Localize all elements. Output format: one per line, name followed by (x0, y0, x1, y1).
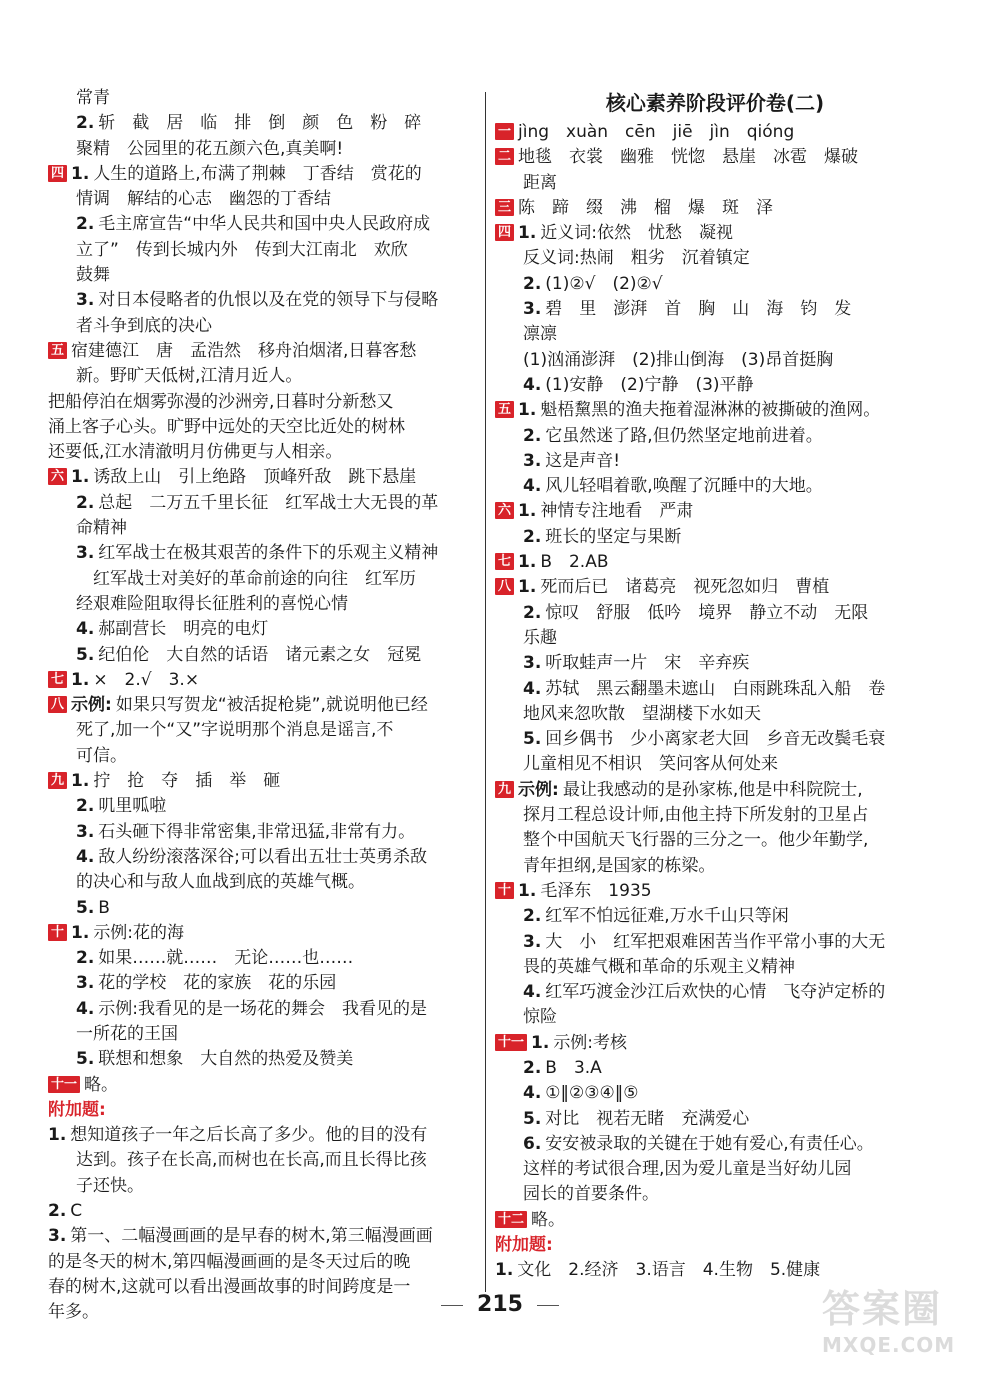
item-number: 3. (76, 290, 95, 311)
answer-text: 涌上客子心头。旷野中远处的天空比近处的树林 (48, 416, 405, 437)
answer-text: 园长的首要条件。 (523, 1184, 659, 1205)
answer-line (495, 626, 935, 651)
answer-line (495, 246, 935, 271)
answer-text: 人生的道路上,布满了荆棘 丁香结 赏花的 (93, 163, 422, 184)
item-number: 2. (523, 1057, 542, 1078)
section-badge: 三 (495, 199, 514, 216)
item-number: 2. (523, 425, 542, 446)
item-number: 2. (523, 602, 542, 623)
answer-line (48, 668, 478, 693)
item-number: 3. (76, 973, 95, 994)
answer-line (495, 1132, 935, 1157)
answer-text: 文化 2.经济 3.语言 4.生物 5.健康 (517, 1260, 821, 1281)
answer-line (495, 828, 935, 853)
answer-text: 立了” 传到长城内外 传到大江南北 欢欣 (76, 239, 408, 260)
item-number: 1. (518, 501, 537, 522)
answer-text: 毛主席宣告“中华人民共和国中央人民政府成 (98, 214, 431, 235)
watermark-logo (822, 1278, 992, 1368)
item-number: 2. (76, 492, 95, 513)
answer-line (48, 415, 478, 440)
answer-line (495, 1157, 935, 1182)
item-number: 1. (531, 1032, 550, 1053)
item-number: 1. (518, 223, 537, 244)
answer-line (48, 390, 478, 415)
section-badge: 十一 (495, 1034, 527, 1051)
answer-text: 略。 (84, 1074, 119, 1095)
answer-line (495, 575, 935, 600)
answer-text: 回乡偶书 少小离家老大回 乡音无改鬓毛衰 (545, 729, 886, 750)
item-number: 4. (523, 374, 542, 395)
answer-text: 第一、二幅漫画画的是早春的树木,第三幅漫画画 (70, 1226, 433, 1247)
answer-text: 它虽然迷了路,但仍然坚定地前进着。 (545, 425, 823, 446)
answer-text: 距离 (523, 172, 557, 193)
answer-line (495, 955, 935, 980)
answer-text: 红军战士在极其艰苦的条件下的乐观主义精神 (98, 543, 439, 564)
answer-text: 红军战士对美好的革命前途的向往 红军历 (76, 568, 416, 589)
answer-line (48, 263, 478, 288)
item-number: 示例: (71, 695, 112, 716)
answer-text: 春的树木,这就可以看出漫画故事的时间跨度是一 (48, 1276, 411, 1297)
answer-line (48, 617, 478, 642)
watermark-sub: MXQE.COM (822, 1333, 956, 1357)
item-number: 5. (76, 1049, 95, 1070)
answer-text: 整个中国航天飞行器的三分之一。他少年勤学, (523, 830, 869, 851)
answer-line (48, 314, 478, 339)
answer-line (495, 424, 935, 449)
answer-text: 凛凛 (523, 324, 557, 345)
answer-line (495, 322, 935, 347)
answer-text: 常青 (76, 88, 110, 108)
answer-line (495, 272, 935, 297)
answer-line (495, 145, 935, 170)
section-badge: 四 (495, 224, 514, 241)
answer-line (495, 1208, 935, 1233)
answer-line (495, 702, 935, 727)
answer-line (495, 879, 935, 904)
item-number: 5. (76, 897, 95, 918)
answer-line (48, 946, 478, 971)
answer-text: 还要低,江水清澈明月仿佛更与人相亲。 (48, 442, 343, 463)
answer-text: ①‖②③④‖⑤ (545, 1083, 639, 1104)
answer-text: 乐趣 (523, 627, 557, 648)
section-badge: 十一 (48, 1076, 80, 1093)
answer-text: 最让我感动的是孙家栋,他是中科院院士, (562, 779, 863, 800)
answer-text: 把船停泊在烟雾弥漫的沙洲旁,日暮时分新愁又 (48, 391, 394, 412)
answer-text: 想知道孩子一年之后长高了多少。他的目的没有 (70, 1125, 428, 1146)
section-badge: 十二 (495, 1211, 527, 1228)
item-number: 1. (495, 1260, 514, 1281)
item-number: 2. (76, 214, 95, 235)
answer-text: 年多。 (48, 1302, 99, 1323)
answer-text: 略。 (531, 1209, 566, 1230)
answer-line (495, 1182, 935, 1207)
answer-text: 儿童相见不相识 笑问客从何处来 (523, 754, 778, 775)
answer-line (48, 744, 478, 769)
answer-line (48, 339, 478, 364)
item-number: 4. (523, 1083, 542, 1104)
answer-text: 诱敌上山 引上绝路 顶峰歼敌 跳下悬崖 (93, 467, 417, 488)
answer-text: 附加题: (495, 1235, 553, 1256)
answer-text: 地风来忽吹散 望湖楼下水如天 (523, 703, 761, 724)
answer-text: 宿建德江 唐 孟浩然 移舟泊烟渚,日暮客愁 (71, 340, 417, 361)
answer-text: 示例:考核 (553, 1032, 628, 1053)
answer-text: 大 小 红军把艰难困苦当作平常小事的大无 (545, 931, 886, 952)
section-badge: 四 (48, 165, 67, 182)
answer-text: 这样的考试很合理,因为爱儿童是当好幼儿园 (523, 1159, 852, 1180)
answer-text: 示例:花的海 (93, 922, 185, 943)
answer-text: 红军巧渡金沙江后欢快的心情 飞夺泸定桥的 (545, 982, 886, 1003)
item-number: 3. (523, 450, 542, 471)
answer-text: 聚精 公园里的花五颜六色,真美啊! (76, 138, 344, 159)
answer-text: 神情专注地看 严肃 (540, 501, 694, 522)
answer-text: 示例:我看见的是一场花的舞会 我看见的是 (98, 998, 428, 1019)
item-number: 2. (523, 526, 542, 547)
answer-line (48, 1224, 478, 1249)
watermark-main: 答案圈 (822, 1287, 943, 1331)
answer-line (48, 1022, 478, 1047)
item-number: 2. (523, 906, 542, 927)
answer-text: 死了,加一个“又”字说明那个消息是谣言,不 (76, 720, 394, 741)
answer-text: 斩 截 居 临 排 倒 颜 色 粉 碎 (98, 113, 422, 134)
answer-text: 如果只写贺龙“被活捉枪毙”,就说明他已经 (115, 695, 428, 716)
answer-line (48, 288, 478, 313)
answer-line (495, 1005, 935, 1030)
item-number: 4. (76, 846, 95, 867)
answer-line (495, 778, 935, 803)
section-badge: 九 (48, 772, 67, 789)
answer-text: 敌人纷纷滚落深谷;可以看出五壮士英勇杀敌 (98, 846, 428, 867)
answer-text: 对比 视若无睹 充满爱心 (545, 1108, 750, 1129)
answer-text: 安安被录取的关键在于她有爱心,有责任心。 (545, 1133, 874, 1154)
answer-text: jìng xuàn cēn jiē jìn qióng (518, 122, 795, 142)
answer-text: 听取蛙声一片 宋 辛弃疾 (545, 653, 750, 674)
answer-line (48, 870, 478, 895)
answer-line (48, 971, 478, 996)
answer-line (48, 643, 478, 668)
answer-text: 的是冬天的树木,第四幅漫画画的是冬天过后的晚 (48, 1251, 411, 1272)
section-badge: 九 (495, 781, 514, 798)
item-number: 3. (523, 653, 542, 674)
answer-text: 毛泽东 1935 (540, 880, 652, 901)
answer-text: B 3.A (545, 1057, 602, 1078)
item-number: 4. (76, 619, 95, 640)
answer-text: 鼓舞 (76, 265, 110, 286)
answer-text: 如果……就…… 无论……也…… (98, 948, 354, 969)
right-column (495, 86, 935, 1284)
answer-line (48, 541, 478, 566)
item-number: 6. (523, 1133, 542, 1154)
answer-line (48, 1174, 478, 1199)
item-number: 1. (71, 669, 90, 690)
item-number: 3. (523, 931, 542, 952)
answer-line (495, 601, 935, 626)
answer-text: 者斗争到底的决心 (76, 315, 212, 336)
answer-text: 这是声音! (545, 450, 621, 471)
answer-line (48, 137, 478, 162)
answer-text: 惊险 (523, 1007, 557, 1028)
section-badge: 六 (48, 468, 67, 485)
item-number: 2. (76, 113, 95, 134)
answer-line (495, 449, 935, 474)
item-number: 5. (523, 729, 542, 750)
item-number: 3. (76, 543, 95, 564)
answer-line (495, 120, 935, 145)
answer-line (495, 1233, 935, 1258)
answer-line (495, 1081, 935, 1106)
item-number: 4. (523, 678, 542, 699)
answer-line (495, 196, 935, 221)
answer-line (495, 1056, 935, 1081)
answer-line (495, 297, 935, 322)
answer-line (495, 221, 935, 246)
answer-text: × 2.√ 3.× (93, 669, 200, 690)
answer-line (48, 896, 478, 921)
answer-text: 探月工程总设计师,由他主持下所发射的卫星占 (523, 805, 869, 826)
answer-text: (1)安静 (2)宁静 (3)平静 (545, 374, 754, 395)
answer-text: 的决心和与敌人血战到底的英雄气概。 (76, 872, 365, 893)
item-number: 1. (71, 163, 90, 184)
answer-text: 青年担纲,是国家的栋梁。 (523, 855, 716, 876)
item-number: 1. (48, 1125, 67, 1146)
section-badge: 八 (495, 578, 514, 595)
item-number: 2. (76, 948, 95, 969)
section-title: 核心素养阶段评价卷(二) (605, 91, 825, 115)
section-badge: 五 (495, 401, 514, 418)
item-number: 4. (523, 476, 542, 497)
item-number: 2. (48, 1201, 67, 1222)
answer-line (48, 1123, 478, 1148)
answer-text: 命精神 (76, 518, 127, 539)
answer-text: (1)②√ (2)②√ (545, 273, 663, 294)
answer-line (495, 398, 935, 423)
answer-line (48, 1098, 478, 1123)
answer-text: 达到。孩子在长高,而树也在长高,而且长得比孩 (76, 1150, 427, 1171)
item-number: 3. (48, 1226, 67, 1247)
answer-line (48, 1199, 478, 1224)
answer-line (48, 921, 478, 946)
answer-line (48, 718, 478, 743)
section-badge: 一 (495, 123, 514, 140)
item-number: 1. (518, 577, 537, 598)
answer-line (48, 997, 478, 1022)
answer-text: 畏的英雄气概和革命的乐观主义精神 (523, 956, 795, 977)
answer-text: 叽里呱啦 (98, 796, 167, 817)
answer-text: 可信。 (76, 745, 127, 766)
answer-line (48, 162, 478, 187)
item-number: 5. (523, 1108, 542, 1129)
item-number: 3. (76, 821, 95, 842)
answer-line (495, 373, 935, 398)
answer-text: 红军不怕远征难,万水千山只等闲 (545, 906, 789, 927)
answer-text: 惊叹 舒服 低吟 境界 静立不动 无限 (545, 602, 869, 623)
item-number: 1. (518, 400, 537, 421)
answer-text: 近义词:依然 忧愁 凝视 (540, 223, 734, 244)
section-badge: 十 (48, 924, 67, 941)
answer-text: B (98, 897, 110, 918)
answer-line (48, 440, 478, 465)
answer-line (48, 592, 478, 617)
section-badge: 八 (48, 696, 67, 713)
item-number: 2. (523, 273, 542, 294)
answer-line (495, 727, 935, 752)
answer-line (495, 980, 935, 1005)
answer-text: 纪伯伦 大自然的话语 诸元素之女 冠冕 (98, 644, 422, 665)
answer-text: 附加题: (48, 1099, 106, 1120)
answer-line (495, 854, 935, 879)
item-number: 1. (71, 771, 90, 792)
answer-text: 总起 二万五千里长征 红军战士大无畏的革 (98, 492, 439, 513)
answer-text: 班长的坚定与果断 (545, 526, 682, 547)
answer-line (495, 1107, 935, 1132)
item-number: 3. (523, 299, 542, 320)
answer-line (48, 1047, 478, 1072)
answer-text: 郝副营长 明亮的电灯 (98, 619, 269, 640)
answer-line (48, 820, 478, 845)
item-number: 示例: (518, 779, 559, 800)
answer-line (48, 364, 478, 389)
answer-line (48, 769, 478, 794)
answer-text: 子还快。 (76, 1175, 144, 1196)
item-number: 5. (76, 644, 95, 665)
section-badge: 七 (495, 553, 514, 570)
answer-line (48, 111, 478, 136)
answer-text: 反义词:热闹 粗劣 沉着镇定 (523, 248, 750, 269)
answer-line (495, 550, 935, 575)
answer-text: C (70, 1201, 83, 1222)
answer-text: 经艰难险阻取得长征胜利的喜悦心情 (76, 593, 348, 614)
answer-line (495, 904, 935, 929)
answer-text: 新。野旷天低树,江清月近人。 (76, 366, 303, 387)
item-number: 1. (71, 467, 90, 488)
answer-line (495, 803, 935, 828)
answer-line (48, 1148, 478, 1173)
answer-line (495, 525, 935, 550)
answer-text: 地毯 衣裳 幽雅 恍惚 悬崖 冰雹 爆破 (518, 147, 859, 168)
answer-line (48, 491, 478, 516)
answer-text: (1)汹涌澎湃 (2)排山倒海 (3)昂首挺胸 (523, 349, 834, 370)
answer-text: 拧 抢 夺 插 举 砸 (93, 771, 281, 792)
answer-text: 碧 里 澎湃 首 胸 山 海 钧 发 (545, 299, 852, 320)
answer-line (48, 212, 478, 237)
section-badge: 六 (495, 502, 514, 519)
left-column (48, 86, 478, 1326)
answer-line (495, 1031, 935, 1056)
answer-text: 苏轼 黑云翻墨未遮山 白雨跳珠乱入船 卷 (545, 678, 886, 699)
answer-line (48, 238, 478, 263)
answer-line (48, 516, 478, 541)
answer-text: 陈 蹄 缀 沸 榴 爆 斑 泽 (518, 197, 774, 218)
column-divider (485, 92, 486, 1292)
answer-text: 花的学校 花的家族 花的乐园 (98, 973, 337, 994)
answer-line (495, 677, 935, 702)
answer-line (48, 693, 478, 718)
answer-line (495, 752, 935, 777)
answer-line (48, 86, 478, 111)
answer-line (48, 1073, 478, 1098)
answer-line (48, 187, 478, 212)
answer-line (495, 651, 935, 676)
answer-text: 联想和想象 大自然的热爱及赞美 (98, 1049, 354, 1070)
answer-line (495, 930, 935, 955)
answer-line (48, 465, 478, 490)
page-number-dash-right (537, 1305, 559, 1306)
section-badge: 七 (48, 671, 67, 688)
answer-line (48, 1250, 478, 1275)
answer-line (495, 474, 935, 499)
section-badge: 十 (495, 882, 514, 899)
answer-line (495, 171, 935, 196)
answer-line (48, 567, 478, 592)
answer-text: B 2.AB (540, 552, 609, 573)
answer-text: 魁梧黧黑的渔夫拖着湿淋淋的被撕破的渔网。 (540, 400, 881, 421)
item-number: 4. (523, 982, 542, 1003)
answer-line (48, 794, 478, 819)
section-badge: 五 (48, 342, 67, 359)
answer-line (495, 348, 935, 373)
answer-text: 对日本侵略者的仇恨以及在党的领导下与侵略 (98, 290, 439, 311)
answer-text: 死而后已 诸葛亮 视死忽如归 曹植 (540, 577, 830, 598)
answer-text: 情调 解结的心志 幽怨的丁香结 (76, 189, 331, 210)
item-number: 2. (76, 796, 95, 817)
item-number: 4. (76, 998, 95, 1019)
item-number: 1. (518, 880, 537, 901)
answer-line (48, 845, 478, 870)
section-badge: 二 (495, 148, 514, 165)
answer-line (495, 499, 935, 524)
page-number-value: 215 (477, 1292, 523, 1317)
answer-text: 风儿轻唱着歌,唤醒了沉睡中的大地。 (545, 476, 823, 497)
item-number: 1. (71, 922, 90, 943)
item-number: 1. (518, 552, 537, 573)
answer-text: 一所花的王国 (76, 1023, 178, 1044)
page-number-dash-left (441, 1305, 463, 1306)
answer-text: 石头砸下得非常密集,非常迅猛,非常有力。 (98, 821, 416, 842)
